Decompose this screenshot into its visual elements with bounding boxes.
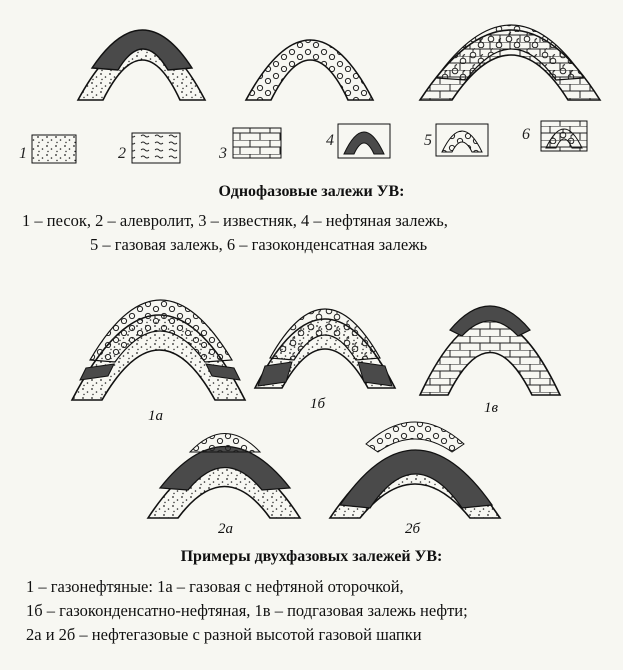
legend-limestone-swatch — [233, 128, 281, 158]
section2-caption-line1: 1 – газонефтяные: 1а – газовая с нефтяной оторочкой, — [26, 577, 404, 596]
arch-2b — [330, 422, 500, 518]
section2-caption-line3: 2а и 2б – нефтегазовые с разной высотой газовой шапки — [26, 625, 422, 644]
label-2a: 2а — [218, 521, 233, 537]
section2-caption-line2: 1б – газоконденсатно-нефтяная, 1в – подгазовая залежь нефти; — [26, 601, 468, 620]
legend-sand-swatch — [32, 135, 76, 163]
legend-number-3: 3 — [219, 145, 227, 162]
section1-title: Однофазовые залежи УВ: — [218, 183, 405, 200]
legend-siltstone-swatch — [132, 133, 180, 163]
legend-number-5: 5 — [424, 132, 432, 149]
section1-caption-line1: 1 – песок, 2 – алевролит, 3 – известняк, 4 – нефтяная залежь, — [22, 211, 448, 230]
arch-condensate-single-phase — [420, 25, 600, 100]
arch-1a — [72, 300, 245, 400]
label-1v: 1в — [484, 400, 499, 416]
arch-1b — [255, 309, 395, 388]
label-1b: 1б — [310, 396, 326, 412]
legend-number-1: 1 — [19, 145, 27, 162]
arch-1v — [420, 306, 560, 395]
legend — [19, 121, 587, 163]
label-2b: 2б — [405, 521, 421, 537]
arch-2a — [148, 434, 300, 519]
label-1a: 1а — [148, 408, 163, 424]
arch-gas-single-phase — [246, 40, 373, 100]
arch-oil-single-phase — [78, 30, 205, 100]
legend-number-4: 4 — [326, 132, 334, 149]
section1-caption-line2: 5 – газовая залежь, 6 – газоконденсатная залежь — [90, 235, 428, 254]
legend-number-6: 6 — [522, 126, 530, 143]
section2-title: Примеры двухфазовых залежей УВ: — [180, 548, 443, 565]
legend-number-2: 2 — [118, 145, 126, 162]
